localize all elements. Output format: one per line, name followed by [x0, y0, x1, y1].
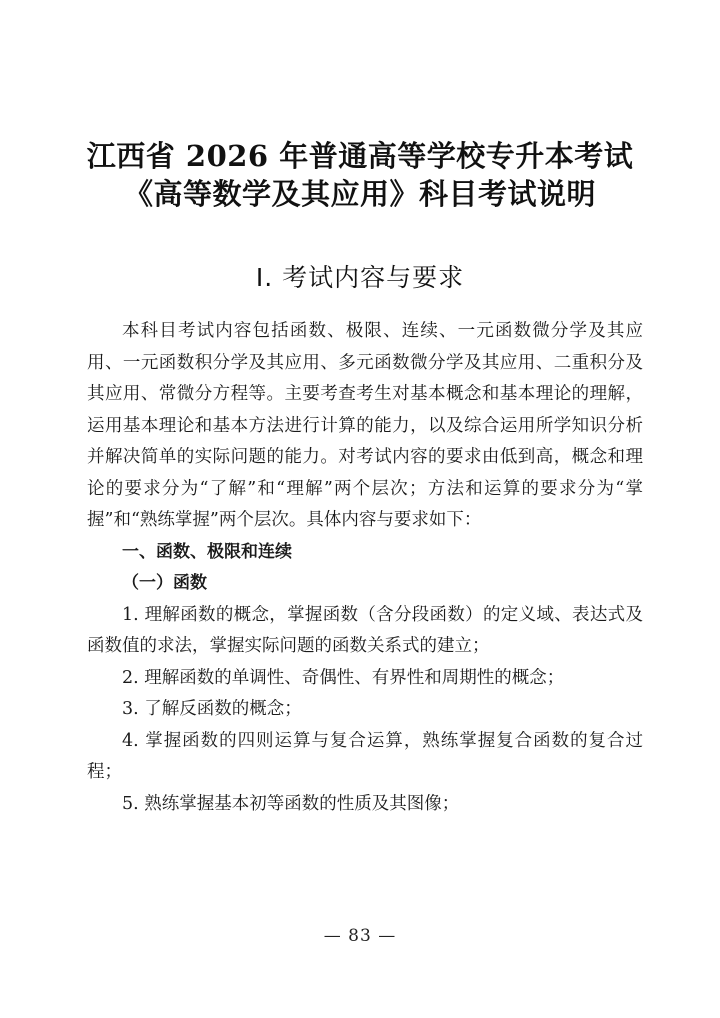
section-heading: Ⅰ. 考试内容与要求	[255, 263, 465, 292]
list-item: 3. 了解反函数的概念；	[122, 699, 302, 719]
subsection-heading: （一）函数	[122, 573, 207, 593]
document-body	[87, 316, 643, 820]
chapter-heading: 一、函数、极限和连续	[122, 541, 292, 562]
list-item: 5. 熟练掌握基本初等函数的性质及其图像；	[122, 793, 460, 814]
list-item: 1. 理解函数的概念，掌握函数（含分段函数）的定义域、表达式及函数值的求法，掌握实际问题的函数关系式的建立；	[87, 604, 643, 656]
document-title-line-1: 江西省 2026 年普通高等学校专升本考试	[86, 139, 634, 173]
intro-paragraph: 本科目考试内容包括函数、极限、连续、一元函数微分学及其应用、一元函数积分学及其应用、多元函数微分学及其应用、二重积分及其应用、常微分方程等。主要考查考生对基本概念和基本理论的理解，运用基本理论和基本方法进行计算的能力，以及综合运用所学知识分析并解决简单的实际问题的能力。对考试内容的要求由低到高，概念和理论的要求分为“了解”和“理解”两个层次；方法和运算的要求分为“掌握”和“熟练掌握”两个层次。具体内容与要求如下：	[87, 321, 643, 530]
document-title-line-2: 《高等数学及其应用》科目考试说明	[123, 177, 596, 211]
page-number: — 83 —	[323, 926, 397, 946]
list-item: 4. 掌握函数的四则运算与复合运算，熟练掌握复合函数的复合过程；	[87, 730, 643, 782]
list-item: 2. 理解函数的单调性、奇偶性、有界性和周期性的概念；	[122, 667, 565, 688]
